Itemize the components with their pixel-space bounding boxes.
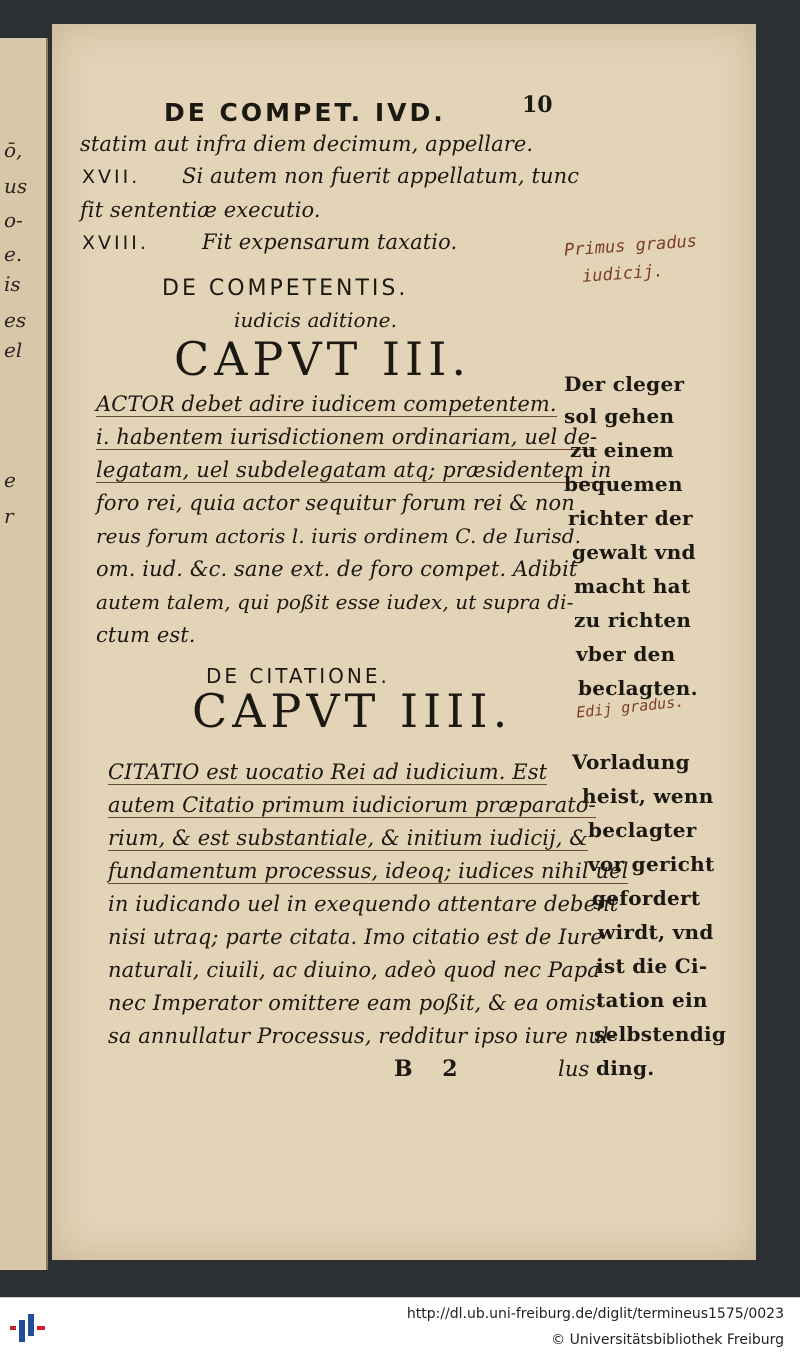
text-line: fit sententiæ executio. [80,198,321,222]
gloss-line: beclagter [588,818,697,842]
signature-mark: B 2 [394,1056,458,1082]
gloss-line: heist, wenn [582,784,714,808]
permalink-link[interactable]: http://dl.ub.uni-freiburg.de/diglit/termineus1575/0023 [406,1306,784,1322]
left-page-fragment: es [4,308,27,332]
gloss-line: bequemen [564,472,683,496]
left-page-fragment: e [4,468,16,492]
copyright-notice: © Universitätsbibliothek Freiburg [551,1332,784,1348]
running-title: DE COMPET. IVD. [164,98,446,127]
text-line: reus forum actoris l. iuris ordinem C. de Iurisd. [96,524,582,548]
text-line: statim aut infra diem decimum, appellare. [80,132,534,156]
gloss-line: selbstendig [594,1022,727,1046]
left-page-fragment: o- [4,208,23,232]
section-title: DE COMPETENTIS. [162,276,409,301]
text-line: foro rei, quia actor sequitur forum rei & non [96,491,575,515]
left-page-fragment: ō, [4,138,23,162]
gloss-line: zu richten [574,608,692,632]
gloss-line: macht hat [574,574,691,598]
text-line: rium, & est substantiale, & initium iudicij, & [108,826,589,850]
item-number: XVIII. [82,232,149,254]
gloss-line: beclagten. [578,676,698,700]
footer-bar [0,1297,800,1357]
gloss-line: ding. [596,1056,655,1080]
left-page-fragment: us [4,174,28,198]
text-line: in iudicando uel in exequendo attentare debent [108,892,619,916]
text-line: i. habentem iurisdictionem ordinariam, uel de- [96,425,598,449]
gloss-line: Vorladung [572,750,690,774]
text-line: om. iud. &c. sane ext. de foro compet. Adibit [96,557,578,581]
gloss-line: wirdt, vnd [598,920,714,944]
gloss-line: vor gericht [588,852,715,876]
chapter-heading: CAPVT IIII. [192,684,513,738]
gloss-line: Der cleger [564,372,685,396]
gloss-line: gewalt vnd [572,540,696,564]
text-line: Fit expensarum taxatio. [202,230,458,254]
item-number: XVII. [82,166,141,188]
folio-number: 10 [522,92,553,118]
text-line: Si autem non fuerit appellatum, tunc [182,164,580,188]
text-line: autem Citatio primum iudiciorum præparato- [108,793,596,817]
gloss-line: vber den [576,642,676,666]
text-line: ACTOR debet adire iudicem competentem. [96,392,557,416]
gloss-line: gefordert [592,886,701,910]
gloss-line: sol gehen [564,404,675,428]
gloss-line: tation ein [596,988,708,1012]
book-page [52,24,756,1260]
handwritten-note: iudicij. [581,261,665,287]
chapter-heading: CAPVT III. [174,332,472,386]
library-logo-icon [10,1312,46,1344]
left-page-fragment: is [4,272,21,296]
handwritten-note: Edij gradus. [575,692,686,722]
left-page-fragment: el [4,338,23,362]
section-title: DE CITATIONE. [206,664,390,688]
text-line: autem talem, qui poßit esse iudex, ut supra di- [96,590,574,614]
text-line: nec Imperator omittere eam poßit, & ea omis- [108,991,604,1015]
text-line: fundamentum processus, ideoq; iudices nihil uel [108,859,629,883]
text-line: sa annullatur Processus, redditur ipso iure nul- [108,1024,616,1048]
text-line: naturali, ciuili, ac diuino, adeò quod nec Papa [108,958,600,982]
left-page-edge [0,38,48,1270]
text-line: ctum est. [96,623,196,647]
section-subtitle: iudicis aditione. [234,308,398,332]
text-line: lus [558,1057,590,1081]
text-line: legatam, uel subdelegatam atq; præsidentem in [96,458,612,482]
text-line: nisi utraq; parte citata. Imo citatio est de Iure [108,925,603,949]
gloss-line: zu einem [570,438,675,462]
gloss-line: ist die Ci- [596,954,708,978]
handwritten-note: Primus gradus [563,231,698,261]
text-line: CITATIO est uocatio Rei ad iudicium. Est [108,760,548,784]
left-page-fragment: r [4,504,14,528]
gloss-line: richter der [568,506,693,530]
left-page-fragment: e. [4,242,23,266]
